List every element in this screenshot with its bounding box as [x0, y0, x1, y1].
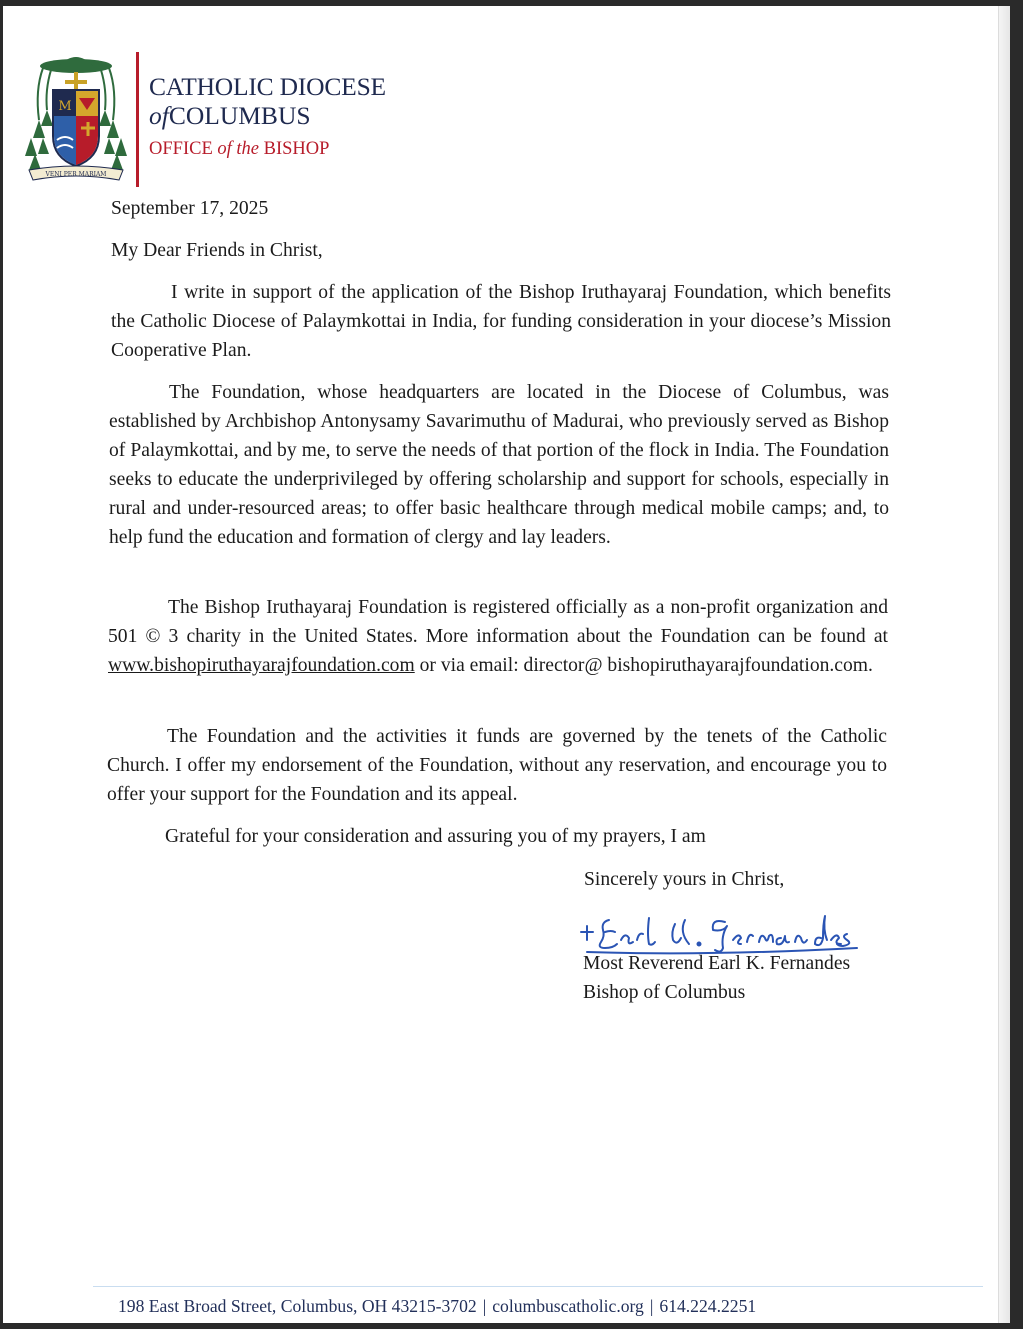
paragraph-3-text-a: The Bishop Iruthayaraj Foundation is registered officially as a non-profit organization and 501 © 3 charity in the United States. More information about the Foundation can be found at — [108, 597, 888, 647]
page-edge — [998, 6, 1010, 1323]
signer-title: Bishop of Columbus — [583, 982, 746, 1003]
footer-website-link[interactable]: columbuscatholic.org — [492, 1296, 644, 1316]
office-post: BISHOP — [263, 139, 330, 159]
letter-date: September 17, 2025 — [111, 198, 269, 219]
closing-line: Grateful for your consideration and assuring you of my prayers, I am — [165, 826, 706, 847]
valediction: Sincerely yours in Christ, — [584, 869, 785, 890]
org-name-line2 — [149, 101, 311, 131]
paragraph-4: The Foundation and the activities it funds are governed by the tenets of the Catholic Church. I offer my endorsement of the Foundation, without any reservation, and encourage you to offer your support for the Foundation and its appeal. — [107, 726, 887, 805]
office-mid: of the — [217, 139, 259, 159]
diocese-crest-icon — [21, 50, 131, 186]
footer-separator-1: | — [482, 1296, 487, 1316]
foundation-website-link[interactable]: www.bishopiruthayarajfoundation.com — [108, 655, 415, 676]
signer-name: Most Reverend Earl K. Fernandes — [583, 953, 851, 974]
org-name-columbus: COLUMBUS — [168, 101, 311, 130]
salutation: My Dear Friends in Christ, — [111, 240, 323, 261]
org-name-of: of — [149, 101, 169, 130]
paragraph-1: I write in support of the application of the Bishop Iruthayaraj Foundation, which benefits the Catholic Diocese of Palaymkottai in India, for funding consideration in your diocese’s Mission Cooperative Plan. — [111, 282, 891, 361]
footer-separator-2: | — [649, 1296, 654, 1316]
svg-text:M: M — [58, 99, 72, 114]
office-of-bishop — [149, 139, 329, 160]
footer-phone: 614.224.2251 — [659, 1296, 757, 1316]
letterhead-divider — [136, 52, 139, 187]
office-pre: OFFICE — [149, 139, 213, 159]
org-name-line1: CATHOLIC DIOCESE — [149, 72, 386, 101]
letter-page — [3, 6, 1010, 1323]
footer-divider — [93, 1286, 983, 1287]
paragraph-3-text-b: or via email: director@ bishopiruthayarajfoundation.com. — [414, 655, 873, 676]
footer-contact — [118, 1296, 756, 1317]
footer-address: 198 East Broad Street, Columbus, OH 43215-3702 — [118, 1296, 477, 1316]
paragraph-3 — [108, 593, 888, 680]
svg-text:VENI PER MARIAM: VENI PER MARIAM — [45, 171, 107, 178]
paragraph-2: The Foundation, whose headquarters are located in the Diocese of Columbus, was established by Archbishop Antonysamy Savarimuthu of Madurai, who previously served as Bishop of Palaymkottai, and by me, to serve the needs of that portion of the flock in India. The Foundation seeks to educate the underprivileged by offering scholarship and support for schools, especially in rural and under-resourced areas; to offer basic healthcare through medical mobile camps; and, to help fund the education and formation of clergy and lay leaders. — [109, 382, 889, 548]
